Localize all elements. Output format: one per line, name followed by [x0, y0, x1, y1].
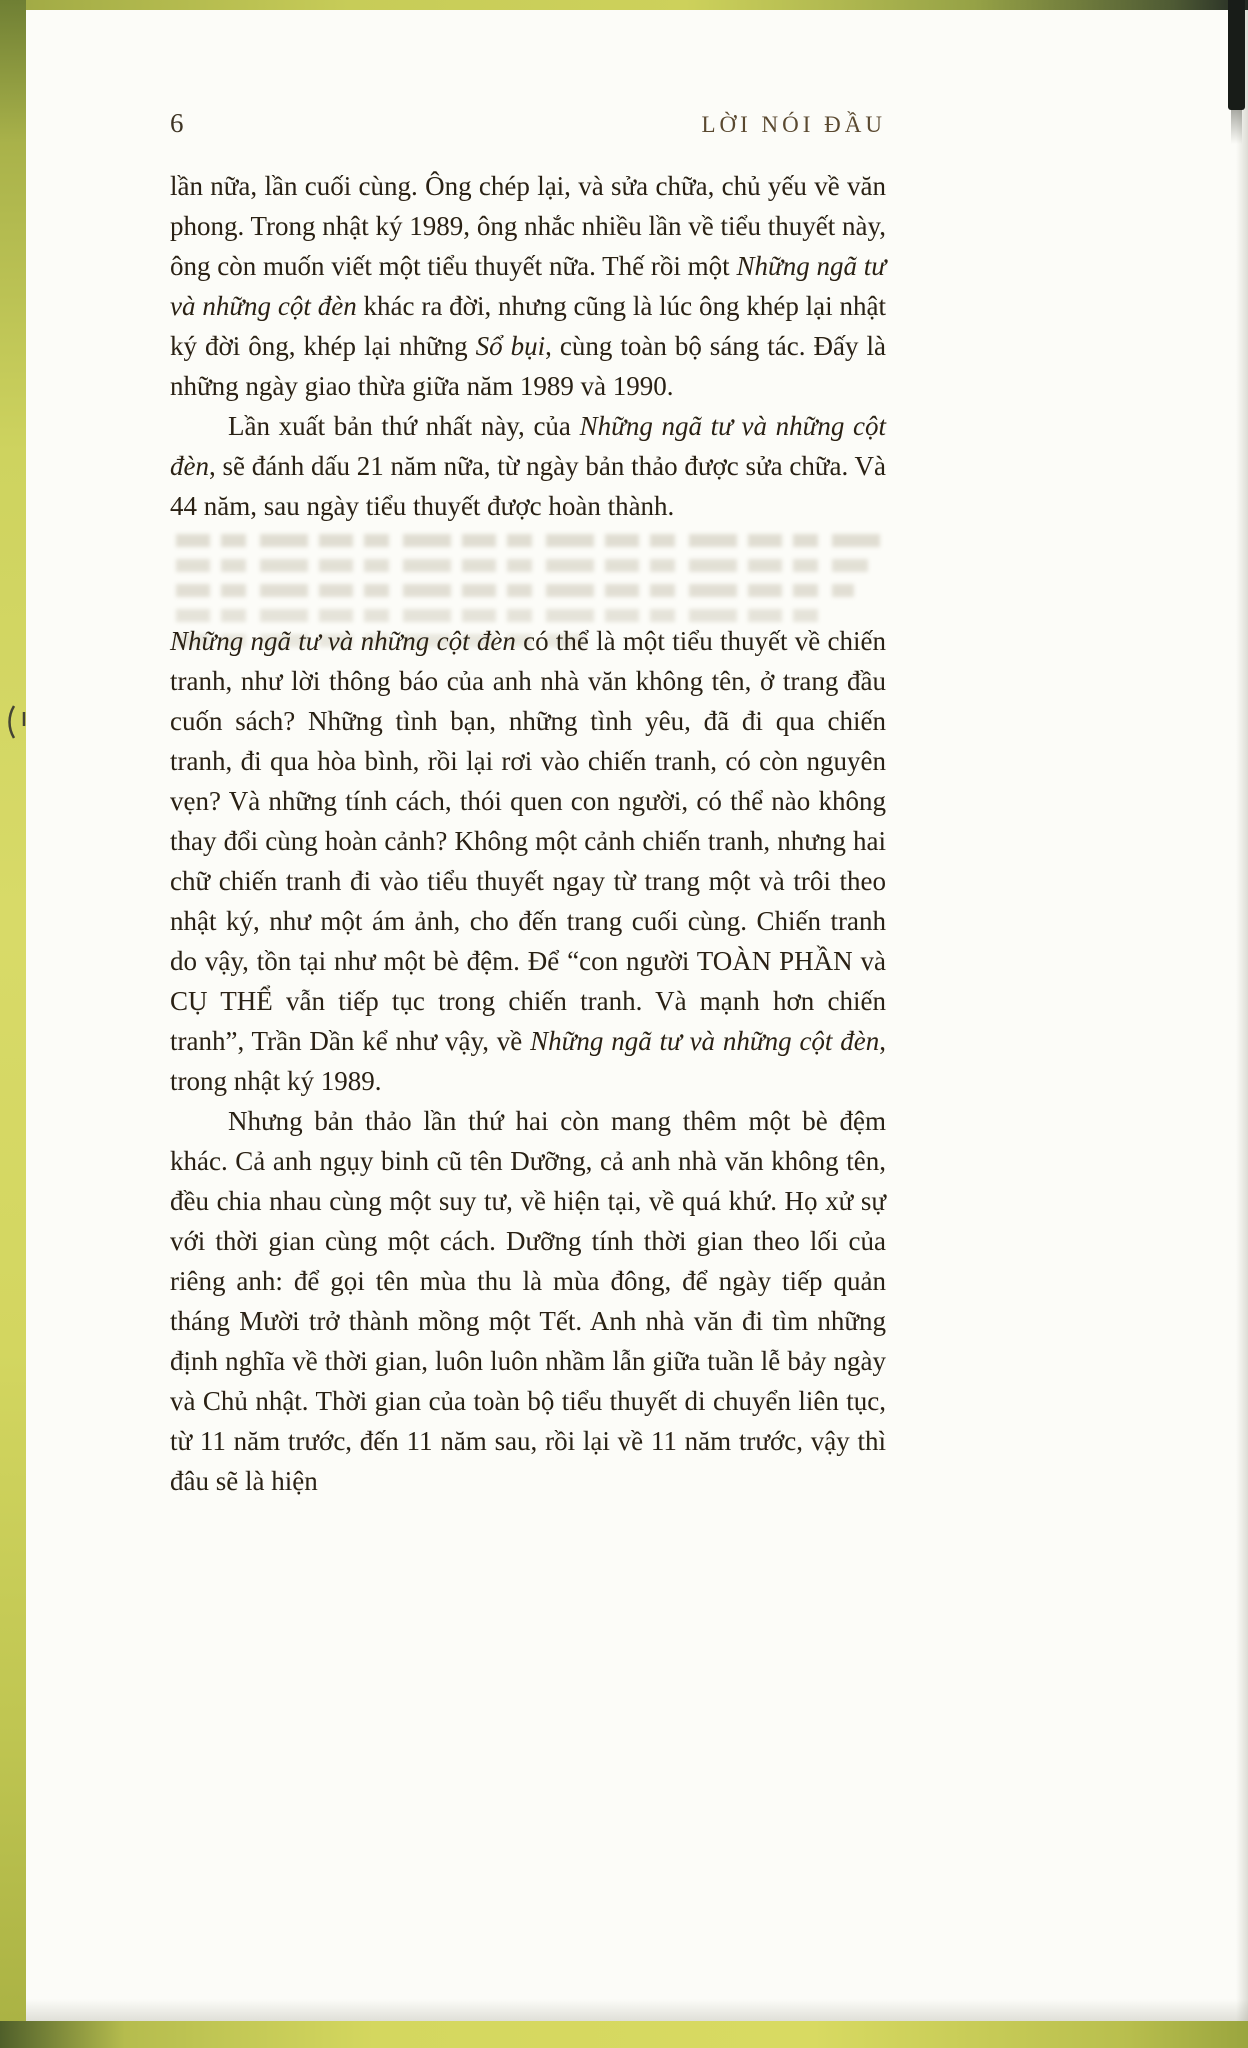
italic-text-segment: Sổ bụi — [475, 331, 546, 361]
page-content — [170, 108, 886, 1501]
text-segment: , cùng toàn bộ sáng tác. Đấy là những ngày giao thừa giữa năm 1989 và 1990. — [170, 331, 886, 401]
italic-text-segment: Những ngã tư và những cột đèn — [170, 411, 886, 481]
scan-edge-left — [0, 0, 26, 2048]
italic-text-segment: Những ngã tư và những cột đèn — [530, 1026, 880, 1056]
italic-text-segment: Những ngã tư và những cột đèn — [170, 251, 886, 321]
text-segment: khác ra đời, nhưng cũng là lúc ông khép lại nhật ký đời ông, khép lại những — [170, 291, 886, 361]
body-text — [170, 166, 886, 1501]
italic-text-segment: Những ngã tư và những cột đèn — [170, 626, 516, 656]
paragraph — [170, 1101, 886, 1501]
page-number: 6 — [170, 108, 184, 138]
paragraph — [170, 621, 886, 1101]
text-segment: Nhưng bản thảo lần thứ hai còn mang thêm một bè đệm khác. Cả anh ngụy binh cũ tên Dưỡng, cả anh nhà văn không tên, đều chia nhau cùng một suy tư, về hiện tại, về quá khứ. Họ xử sự với thời gian cùng một cách. Dưỡng tính thời gian theo lối của riêng anh: để gọi tên mùa thu là mùa đông, để ngày tiếp quản tháng Mười trở thành mồng một Tết. Anh nhà văn đi tìm những định nghĩa về thời gian, luôn luôn nhầm lẫn giữa tuần lễ bảy ngày và Chủ nhật. Thời gian của toàn bộ tiểu thuyết di chuyển liên tục, từ 11 năm trước, đến 11 năm sau, rồi lại về 11 năm trước, vậy thì đâu sẽ là hiện — [170, 1106, 886, 1496]
text-segment: có thể là một tiểu thuyết về chiến tranh, như lời thông báo của anh nhà văn không tên, ở trang đầu cuốn sách? Những tình bạn, những tình yêu, đã đi qua chiến tranh, đi qua hòa bình, rồi lại rơi vào chiến tranh, có còn nguyên vẹn? Và những tính cách, thói quen con người, có thể nào không thay đổi cùng hoàn cảnh? Không một cảnh chiến tranh, nhưng hai chữ chiến tranh đi vào tiểu thuyết ngay từ trang một và trôi theo nhật ký, như một ám ảnh, cho đến trang cuối cùng. Chiến tranh do vậy, tồn tại như một bè đệm. Để “con người TOÀN PHẦN và CỤ THỂ vẫn tiếp tục trong chiến tranh. Và mạnh hơn chiến tranh”, Trần Dần kể như vậy, về — [170, 626, 886, 1056]
page-bottom-shadow — [20, 1999, 1248, 2021]
running-header: LỜI NÓI ĐẦU — [701, 112, 886, 137]
text-segment: , trong nhật ký 1989. — [170, 1026, 886, 1096]
margin-pen-mark — [1, 700, 31, 746]
scan-edge-bottom — [0, 2021, 1248, 2048]
scan-dark-corner-smudge — [1231, 110, 1242, 144]
page-edge-shadow — [1236, 0, 1248, 2048]
text-segment: Lần xuất bản thứ nhất này, của — [228, 411, 580, 441]
text-segment: , sẽ đánh dấu 21 năm nữa, từ ngày bản thảo được sửa chữa. Và 44 năm, sau ngày tiểu thuyết được hoàn thành. — [170, 451, 887, 521]
scan-edge-top — [0, 0, 1248, 10]
paragraph — [170, 406, 886, 526]
paragraph — [170, 166, 886, 406]
scan-dark-corner-mark — [1228, 0, 1245, 110]
text-segment: lần nữa, lần cuối cùng. Ông chép lại, và sửa chữa, chủ yếu về văn phong. Trong nhật ký 1989, ông nhắc nhiều lần về tiểu thuyết này, ông còn muốn viết một tiểu thuyết nữa. Thế rồi một — [170, 171, 886, 281]
page-header — [170, 108, 886, 142]
